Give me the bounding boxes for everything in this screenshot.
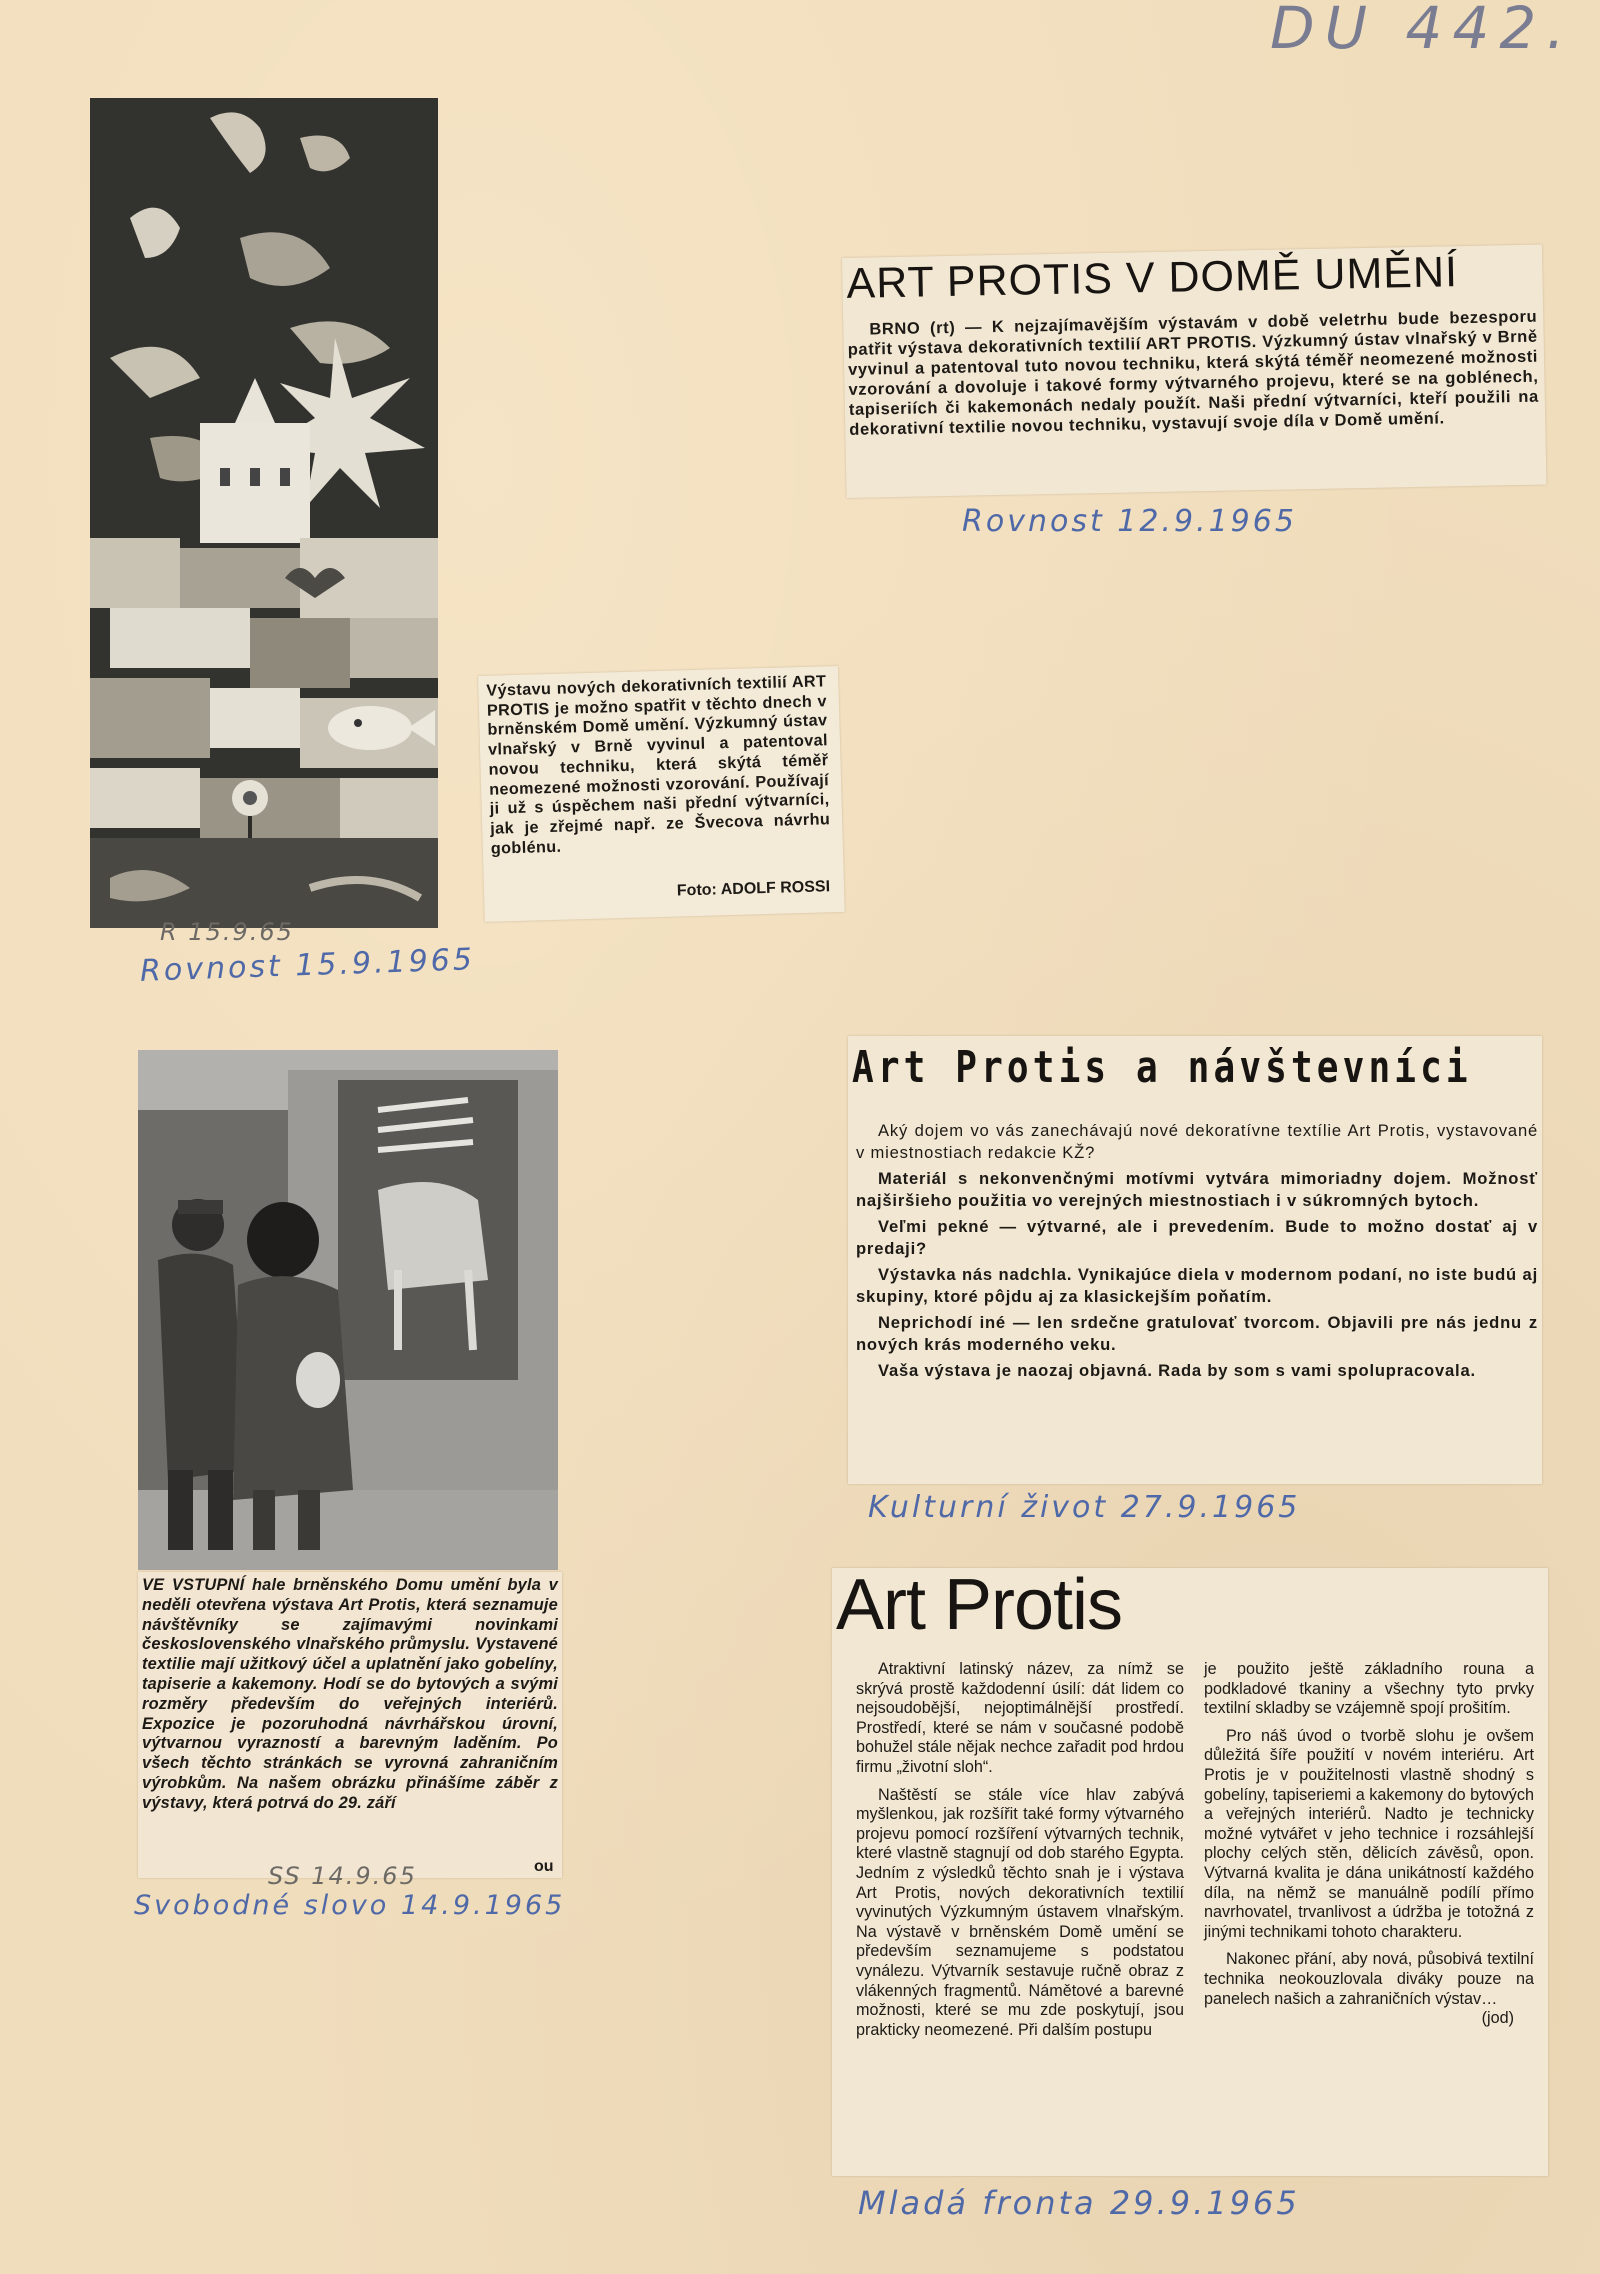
tapestry-photo	[90, 98, 438, 928]
clip2-headline: ART PROTIS V DOMĚ UMĚNÍ	[846, 248, 1459, 308]
clip5-col2-para-1: je použito ještě základního rouna a podkladové tkaniny a všechny tyto prvky textilní skladby se vzájemně spojí prošitím.	[1204, 1660, 1534, 1718]
clip4-answer-2: Veľmi pekné — výtvarné, ale i prevedením. Bude to možno dostať aj v predaji?	[856, 1217, 1538, 1258]
clip4-box	[848, 1036, 1542, 1484]
clip1-caption-box	[478, 666, 845, 922]
clip1-photo-credit: Foto: ADOLF ROSSI	[676, 878, 831, 900]
clip1-caption: Výstavu nových dekorativních textilií ART PROTIS je možno spatřit v těchto dnech v brněnském Domě umění. Výzkumný ústav vlnařský v Brně vyvinul a patentoval novou techniku, která skýtá téměř neomezené možnosti vzorování. Používají ji už s úspěchem naši přední výtvarníci, jak je zřejmé např. ze Švecova návrhu goblénu.	[486, 672, 831, 858]
clip5-col1-para-2: Naštěstí se stále více hlav zabývá myšlenkou, jak rozšířit také formy výtvarného projevu pomocí rozšíření výtvarných technik, které vlastně stagnují od dob starého Egypta. Jedním z výsledků těchto snah je i výstava Art Protis, nových dekorativních textilií vyvinutých Výzkumným ústavem vlnařským. Na výstavě v brněnském Domě umění se především seznamujeme s podstatou vynálezu. Výtvarník sestavuje ručně obraz z vlákenných fragmentů. Námětové a barevné možnosti, které se mu zde poskytují, jsou prakticky neomezené. Při dalším postupu	[856, 1785, 1184, 2039]
clip5-col2-para-3: Nakonec přání, aby nová, působivá textilní technika neokouzlovala diváky pouze na panelech našich a zahraničních výstav…	[1204, 1950, 1534, 2008]
clip5-column-1	[856, 1660, 1184, 2048]
clip5-source-note: Mladá fronta 29.9.1965	[858, 2184, 1300, 2222]
clip2-source-note: Rovnost 12.9.1965	[962, 504, 1297, 539]
clip4-source-note: Kulturní život 27.9.1965	[868, 1490, 1301, 1525]
clip3-caption-tail: ou	[534, 1858, 554, 1875]
clip2-body: BRNO (rt) — K nejzajímavějším výstavám v době veletrhu bude bezesporu patřit výstava dekorativních textilií ART PROTIS. Výzkumný ústav vlnařský v Brně vyvinul a patentoval tuto novou techniku, která skýtá téměř neomezené možnosti vzorování a dovoluje i takové formy výtvarného projevu, které se na goblénech, tapiseriích či kakemonách nedaly použít. Naši přední výtvarníci, kteří použili na dekorativní textilie novou techniku, vystavují svoje díla v Domě umění.	[847, 307, 1539, 439]
clip3-source-note: Svobodné slovo 14.9.1965	[134, 1890, 566, 1921]
clip4-body	[856, 1120, 1538, 1386]
clip5-signature: (jod)	[1481, 2009, 1514, 2028]
clip3-caption-box	[138, 1572, 562, 1878]
clip4-headline: Art Protis a návštevníci	[852, 1042, 1472, 1093]
clip4-question: Aký dojem vo vás zanechávajú nové dekoratívne textílie Art Protis, vystavované v miestnostiach redakcie KŽ?	[856, 1121, 1538, 1162]
clip4-answer-3: Výstavka nás nadchla. Vynikajúce diela v modernom podaní, no iste budú aj skupiny, ktoré pôjdu aj za klasickejším poňatím.	[856, 1265, 1538, 1306]
clip3-pencil-note: SS 14.9.65	[268, 1862, 417, 1890]
clip4-answer-5: Vaša výstava je naozaj objavná. Rada by som s vami spolupracovala.	[878, 1361, 1476, 1380]
exhibition-visitors-photo	[138, 1050, 558, 1570]
clip5-col1-para-1: Atraktivní latinský název, za nímž se skrývá prostě každodenní úsilí: dát lidem co nejsoudobější, nejoptimálnější prostředí. Prostředí, které se nám v současné podobě bohužel stále nějak nechce zařadit pod hrdou firmu „životní sloh“.	[856, 1660, 1184, 1776]
clip5-col2-para-2: Pro náš úvod o tvorbě slohu je ovšem důležitá šíře použití v novém interiéru. Art Protis je v použitelnosti vlastně shodný s gobelíny, tapiseriemi a kakemony do bytových a veřejných interiérů. Nadto je technicky možné vytvářet v jeho technice i rozsáhlejší plochy celých stěn, dělicích závěsů, opon. Výtvarná kvalita je dána unikátností každého díla, na němž se manuálně podílí přímo navrhovatel, trvanlivost a údržba je totožná z jinými technikami tohoto charakteru.	[1204, 1726, 1534, 1941]
clip1-source-note: Rovnost 15.9.1965	[139, 942, 476, 989]
archive-number: DU 442.	[1270, 0, 1575, 62]
clip4-answer-4: Neprichodí iné — len srdečne gratulovať tvorcom. Objavili pre nás jednu z nových krás moderného veku.	[856, 1313, 1538, 1354]
clip5-headline: Art Protis	[836, 1565, 1123, 1645]
clip3-caption: VE VSTUPNÍ hale brněnského Domu umění byla v neděli otevřena výstava Art Protis, která seznamuje návštěvníky se zajímavými novinkami československého vlnařského průmyslu. Vystavené textilie mají užitkový účel a uplatnění jako gobelíny, tapiserie a kakemony. Hodí se do bytových a svými rozměry především do veřejných interiérů. Expozice je pozoruhodná návrhářskou úrovní, výtvarnou vyrazností a barevným laděním. Po všech těchto stránkách se vyrovná zahraničním výrobkům. Na našem obrázku přinášíme záběr z výstavy, která potrvá do 29. září	[142, 1576, 558, 1812]
clip1-pencil-note: R 15.9.65	[160, 918, 294, 946]
clip4-answer-1: Materiál s nekonvenčnými motívmi vytvára mimoriadny dojem. Možnosť najširšieho použitia vo verejných miestnostiach i v súkromných bytoch.	[856, 1169, 1538, 1210]
clip2-box	[842, 245, 1546, 498]
clip5-box	[832, 1565, 1548, 2176]
clip5-column-2	[1204, 1660, 1534, 2029]
